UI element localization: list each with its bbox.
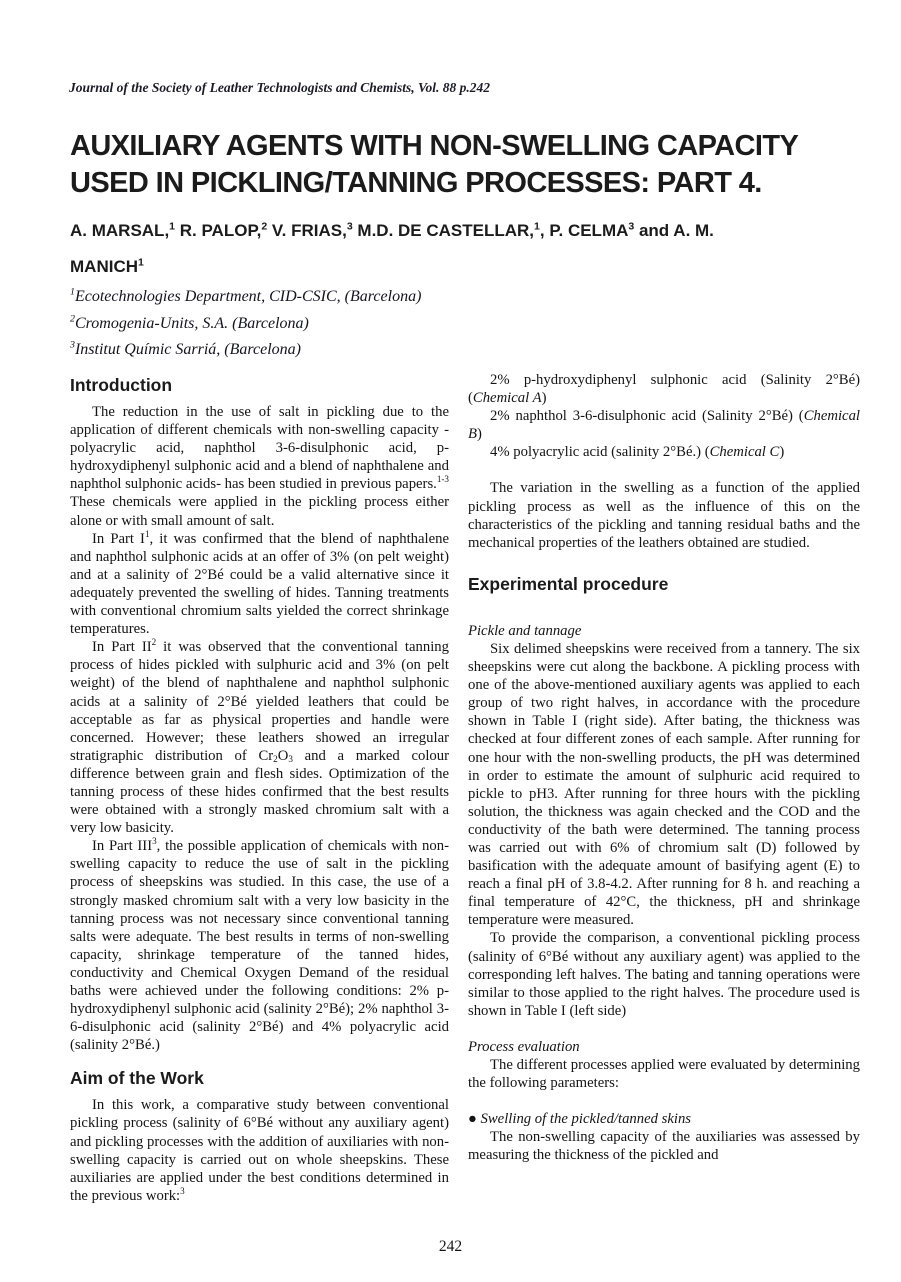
paragraph-intro-3: In Part $II^2$ it was observed that the conventional tanning process of hides pickled with sulphuric acid and 3% (on pelt weight) of the blend of naphthalene and naphthol sulphonic acids at a salinity of 2°Bé yielded leathers that could be acceptable as far as physical properties and handle were concerned. However; these leathers showed an irregular stratigraphic distribution of $Cr_2O_3$ and a marked colour difference between grain and flesh sides. Optimization of the tanning process of these hides confirmed that the best results were obtained with a strongly masked chromium salt with a very low basicity. bbox=[70, 637, 449, 837]
paragraph-evaluation: The different processes applied were evaluated by determining the following parameters: bbox=[468, 1057, 860, 1092]
chemical-item-a: 2% p-hydroxydiphenyl sulphonic acid (Salinity 2°Bé) (Chemical A) bbox=[468, 372, 860, 407]
paragraph-aim: In this work, a comparative study between conventional pickling process (salinity of 6°Bé without any auxiliary agent) and pickling processes with the addition of auxiliaries with non-swelling capacity is carried out on whole sheepskins. These auxiliaries are applied under the best conditions determined in the previous work:$^3$ bbox=[70, 1097, 449, 1204]
running-head: Journal of the Society of Leather Technologists and Chemists, Vol. 88 p.242 bbox=[69, 80, 491, 95]
page-number: 242 bbox=[438, 1238, 463, 1255]
subsection-pickle-and-tannage: Pickle and tannage bbox=[468, 622, 582, 639]
chemical-item-b: 2% naphthol 3-6-disulphonic acid (Salinity 2°Bé) (Chemical B) bbox=[468, 408, 860, 443]
article-affiliations bbox=[70, 284, 670, 364]
bullet-swelling-parameter: ● Swelling of the pickled/tanned skins bbox=[468, 1111, 692, 1128]
paragraph-intro-2: In Part $I^1$, it was confirmed that the blend of naphthalene and naphthol sulphonic acids at an offer of 3% (on pelt weight) and at a salinity of 2°Bé could be a valid alternative since it adequately prevented the swelling of hides. Tanning treatments with conventional chromium salts yielded the correct shrinkage temperatures. bbox=[70, 528, 449, 638]
paragraph-intro-1: The reduction in the use of salt in pickling due to the application of different chemicals with non-swelling capacity - polyacrylic acid, naphthol 3-6-disulphonic acid, p-hydroxydiphenyl sulphonic acid and a blend of naphthalene and naphthol sulphonic acids- has been studied in previous papers.$^{1-3}$ These chemicals were applied in the pickling process either alone or with small amount of salt. bbox=[70, 404, 449, 529]
subsection-process-evaluation: Process evaluation bbox=[468, 1038, 580, 1055]
section-heading-experimental: Experimental procedure bbox=[468, 573, 669, 594]
paragraph-intro-4: In Part III$^3$, the possible application of chemicals with non-swelling capacity to reduce the use of salt in the pickling process of sheepskins was studied. In this case, the use of a strongly masked chromium salt with a very low basicity in the tanning process was not necessary since conventional tanning salts were adequate. The best results in terms of non-swelling capacity, shrinkage temperature of the tanned hides, conductivity and Chemical Oxygen Demand of the residual baths were achieved under the following conditions: 2% p-hydroxydiphenyl sulphonic acid (salinity 2°Bé); 2% naphthol 3-6-disulphonic acid (salinity 2°Bé) and 4% polyacrylic acid (salinity 2°Bé.) bbox=[70, 836, 449, 1054]
affiliation-2: $^2$Cromogenia-Units, S.A. (Barcelona) bbox=[70, 313, 309, 332]
left-column bbox=[70, 374, 449, 1205]
chemical-item-c: 4% polyacrylic acid (salinity 2°Bé.) (Chemical C) bbox=[490, 444, 785, 461]
section-heading-introduction: Introduction bbox=[70, 375, 173, 395]
right-column bbox=[468, 371, 860, 1164]
article-title: AUXILIARY AGENTS WITH NON-SWELLING CAPACITY USED IN PICKLING/TANNING PROCESSES: PART 4. bbox=[70, 130, 798, 199]
article-authors: A. MARSAL,$^1$ R. PALOP,$^2$ V. FRIAS,$^3$ M.D. DE CASTELLAR,$^1$, P. CELMA$^3$ and A. M. MANICH$^1$ bbox=[70, 220, 714, 276]
paragraph-pickle-2: To provide the comparison, a conventional pickling process (salinity of 6°Bé without any auxiliary agent) was applied to the corresponding left halves. The bating and tanning operations were similar to those applied to the right halves. The procedure used is shown in Table I (left side) bbox=[468, 930, 860, 1019]
affiliation-1: $^1$Ecotechnologies Department, CID-CSIC, (Barcelona) bbox=[70, 286, 422, 305]
affiliation-3: $^3$Institut Químic Sarriá, (Barcelona) bbox=[70, 339, 301, 358]
paragraph-variation: The variation in the swelling as a function of the applied pickling process as well as the influence of this on the characteristics of the pickling and tanning residual baths and the mechanical properties of the leathers obtained are studied. bbox=[468, 480, 860, 551]
paragraph-swelling: The non-swelling capacity of the auxiliaries was assessed by measuring the thickness of the pickled and bbox=[468, 1129, 860, 1164]
paragraph-pickle-1: Six delimed sheepskins were received from a tannery. The six sheepskins were cut along the backbone. A pickling process with one of the above-mentioned auxiliary agents was applied to each group of two right halves, in accordance with the procedure shown in Table I (right side). After bating, the thickness was checked at four different zones of each sample. After running for one hour with the non-swelling products, the pH was determined in order to estimate the amount of sulphuric acid required to pickle to pH3. After running for three hours with the pickling solution, the thickness was again checked and the COD and the conductivity of the bath were determined. The tanning process was carried out with 6% of chromium salt (D) followed by basification with the adequate amount of basifying agent (E) to reach a final pH of 3.8-4.2. After running for 8 h. and reaching a final temperature of 42°C, the thickness, pH and shrinkage temperature were measured. bbox=[468, 640, 860, 929]
section-heading-aim: Aim of the Work bbox=[70, 1068, 204, 1089]
